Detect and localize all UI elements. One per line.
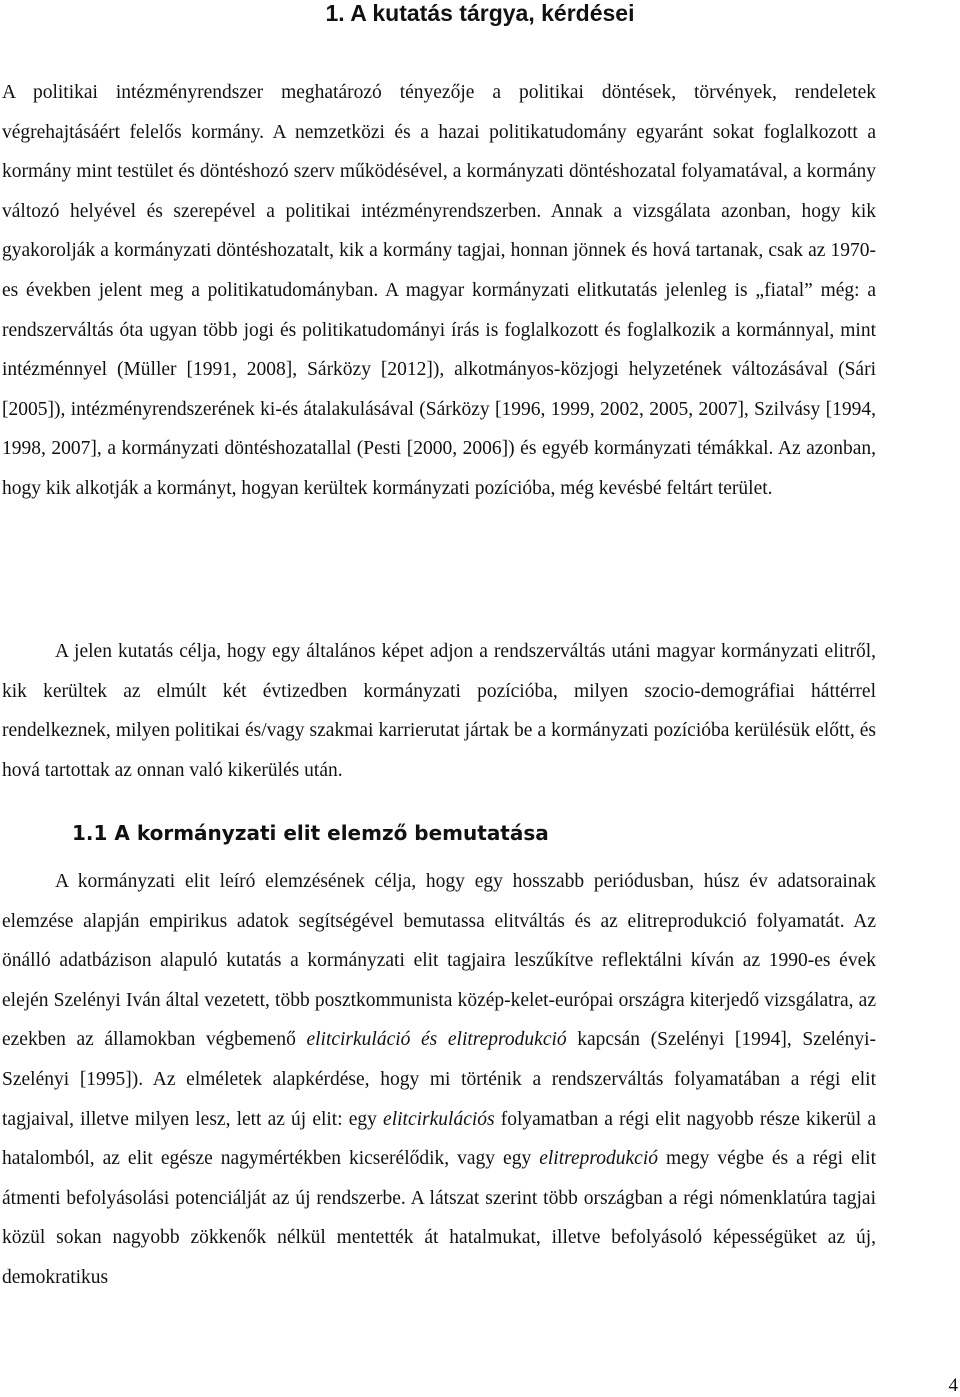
emphasis-elitreprodukcio: elitreprodukció — [539, 1148, 658, 1170]
paragraph-block-2 — [2, 632, 876, 790]
paragraph-3-part-4: megy végbe és a régi elit átmenti befolyásolási potenciálját az új rendszerbe. A látszat szerint több országban a régi nómenklatúra tagjai közül sokan nagyobb zökkenők nélkül mentették át hatalmukat, illetve befolyásoló képességüket az új, demokratikus — [2, 1148, 876, 1288]
paragraph-3-part-2: kapcsán (Szelényi [1994], Szelényi-Szelényi [1995]). Az elméletek alapkérdése, hogy mi történik a rendszerváltás folyamatában a régi elit tagjaival, illetve milyen lesz, lett az új elit: egy — [2, 1029, 876, 1130]
paragraph-3-part-1: A kormányzati elit leíró elemzésének célja, hogy egy hosszabb periódusban, húsz év adatsorainak elemzése alapján empirikus adatok segítségével bemutassa elitváltás és az elitreprodukció folyamatát. Az önálló adatbázison alapuló kutatás a kormányzati elit tagjaira leszűkítve reflektálni kíván az 1990-es évek elején Szelényi Iván által vezetett, több posztkommunista közép-kelet-európai országra kiterjedő vizsgálatra, az ezekben az államokban végbemenő — [2, 871, 876, 1051]
section-heading: 1. A kutatás tárgya, kérdései — [325, 0, 635, 26]
emphasis-elitcirkulacio-es-elitreprodukcio: elitcirkuláció és elitreprodukció — [306, 1029, 567, 1051]
paragraph-2: A jelen kutatás célja, hogy egy általános képet adjon a rendszerváltás utáni magyar kormányzati elitről, kik kerültek az elmúlt két évtizedben kormányzati pozícióba, milyen szocio-demográfiai háttérrel rendelkeznek, milyen politikai és/vagy szakmai karrierutat jártak be a kormányzati pozícióba kerülésük előtt, és hová tartottak az onnan való kikerülés után. — [2, 641, 876, 781]
paragraph-block-1 — [2, 73, 876, 509]
paragraph-block-3 — [2, 862, 876, 1298]
paragraph-3 — [2, 862, 876, 1298]
emphasis-elitcirkulacios: elitcirkulációs — [383, 1108, 495, 1130]
paragraph-3-part-3: folyamatban a régi elit nagyobb része kikerül a hatalomból, az elit egésze nagymértékben kicserélődik, vagy egy — [2, 1108, 876, 1170]
page-number: 4 — [948, 1375, 958, 1396]
subsection-heading: 1.1 A kormányzati elit elemző bemutatása — [72, 821, 549, 845]
paragraph-1: A politikai intézményrendszer meghatározó tényezője a politikai döntések, törvények, rendeletek végrehajtásáért felelős kormány. A nemzetközi és a hazai politikatudomány egyaránt sokat foglalkozott a kormány mint testület és döntéshozó szerv működésével, a kormányzati döntéshozatal folyamatával, a kormány változó helyével és szerepével a politikai intézményrendszerben. Annak a vizsgálata azonban, hogy kik gyakorolják a kormányzati döntéshozatalt, kik a kormány tagjai, honnan jönnek és hová tartanak, csak az 1970-es években jelent meg a politikatudományban. A magyar kormányzati elitkutatás jelenleg is „fiatal” még: a rendszerváltás óta ugyan több jogi és politikatudományi írás is foglalkozott és foglalkozik a kormánnyal, mint intézménnyel (Müller [1991, 2008], Sárközy [2012]), alkotmányos-közjogi helyzetének változásával (Sári [2005]), intézményrendszerének ki-és átalakulásával (Sárközy [1996, 1999, 2002, 2005, 2007], Szilvásy [1994, 1998, 2007], a kormányzati döntéshozatallal (Pesti [2000, 2006]) és egyéb kormányzati témákkal. Az azonban, hogy kik alkotják a kormányt, hogyan kerültek kormányzati pozícióba, még kevésbé feltárt terület. — [2, 82, 876, 499]
